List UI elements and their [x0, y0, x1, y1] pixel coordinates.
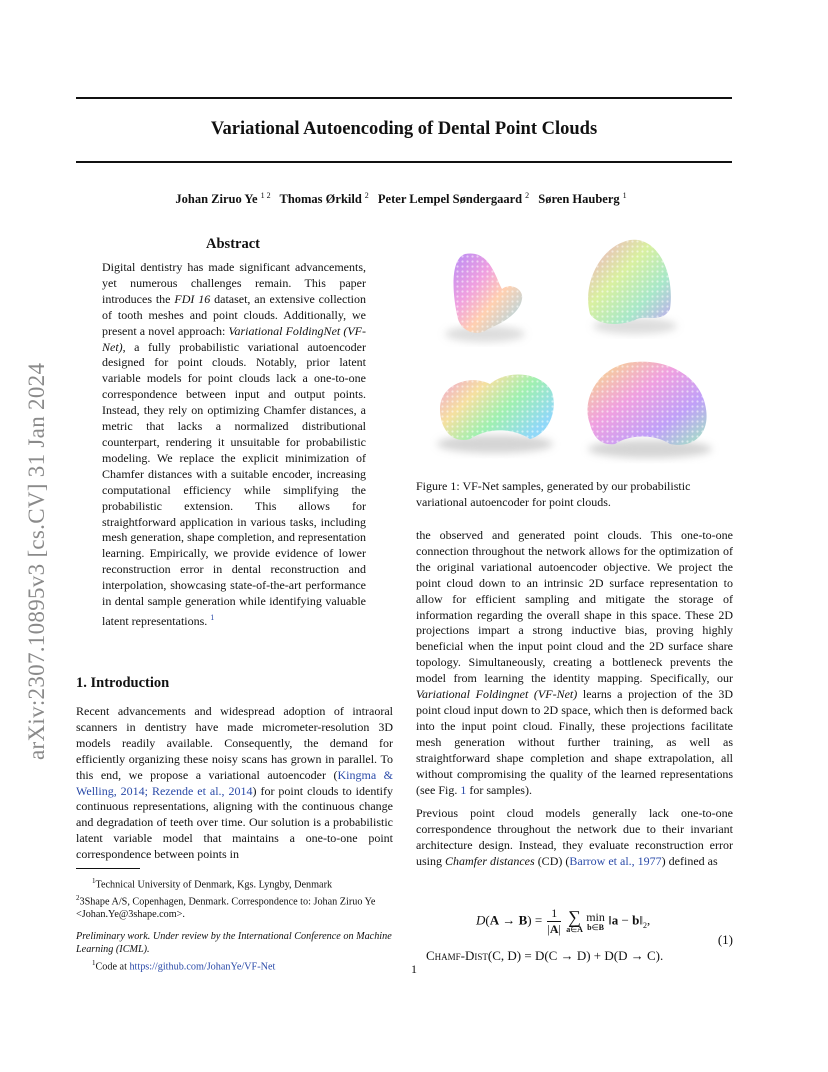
paragraph: Previous point cloud models generally lack one-to-one correspondence throughout the network due to their invariant architecture design. Instead, they evaluate reconstruction error using Chamfer distances (CD) (Barrow et al., 1977) defined as: [416, 806, 733, 869]
abstract-body: Digital dentistry has made significant advancements, yet numerous challenges remain. This paper introduces the FDI 16 dataset, an extensive collection of tooth meshes and point clouds. Additionally, we present a novel approach: Variational FoldingNet (VF-Net), a fully probabilistic variational autoencoder designed for point clouds. Notably, prior latent variable models for point clouds lack a one-to-one correspondence between input and output points. Instead, they rely on optimizing Chamfer distances, a metric that lacks a normalized distributional counterpart, rendering it unsuitable for probabilistic modeling. We replace the explicit minimization of Chamfer distances with a suitable encoder, increasing computational efficiency while simplifying the probabilistic extension. This allows for straightforward application in various tasks, including mesh generation, shape completion, and representation learning. Empirically, we provide evidence of lower reconstruction error in dental reconstruction and interpolation, showcasing state-of-the-art performance in dental sample generation while identifying valuable latent representations. $^1$: [102, 260, 366, 628]
footnote-link[interactable]: 1: [210, 612, 215, 622]
equation-line-1: D(A → B) = $\frac{1}{|A|}$ ∑ a∈A min b∈B ‖a − $b‖_2$,: [476, 906, 651, 936]
author-name: Thomas Ørkild: [279, 192, 362, 207]
affiliation-mark: 1 2: [260, 191, 271, 200]
page-number: 1: [411, 962, 417, 976]
title-bottom-rule: [76, 161, 732, 163]
paragraph: the observed and generated point clouds. This one-to-one connection throughout the network allows for the optimization of the original variational autoencoder objective. We project the point cloud down to an intrinsic 2D surface representation to allow for efficient sampling and mitigate the storage of information regarding the overall shape in this space. These 2D projections impart a strong inductive bias, proving highly beneficial when the input point cloud and the 2D surface share topology. Simultaneously, creating a bottleneck prevents the model from learning the identity mapping. Specifically, our Variational Foldingnet (VF-Net) learns a projection of the 3D point cloud input down to 2D space, which then is deformed back into the input point cloud. Finally, these projections facilitate mesh generation without further training, as well as straightforward shape completion and shape extrapolation, all without compromising the quality of the learned representations (see Fig. 1 for samples).: [416, 528, 733, 797]
affiliation-mark: 2: [364, 191, 369, 200]
code-url-link[interactable]: https://github.com/JohanYe/VF-Net: [129, 961, 276, 973]
footnote-affiliation-2: $^2$3Shape A/S, Copenhagen, Denmark. Correspondence to: Johan Ziruo Ye <Johan.Ye@3shape.com>.: [76, 894, 376, 921]
figure-ref-link[interactable]: 1: [460, 782, 467, 797]
footnote-rule: [76, 868, 140, 869]
author-name: Peter Lempel Søndergaard: [377, 192, 523, 207]
tooth-sample-3: [437, 375, 554, 453]
right-column-body: [416, 528, 733, 878]
citation-link[interactable]: Kingma & Welling, 2014; Rezende et al., 2014: [76, 767, 393, 798]
author-list: [76, 191, 732, 207]
footnotes: [76, 875, 393, 974]
footnote-code: $^1$Code at https://github.com/JohanYe/VF-Net: [92, 958, 276, 973]
introduction-body: Recent advancements and widespread adoption of intraoral scanners in dentistry have made micrometer-resolution 3D models readily available. Consequently, the demand for efficiently organizing these noisy scans has grown in parallel. To this end, we propose a variational autoencoder (Kingma & Welling, 2014; Rezende et al., 2014) for point clouds to identify continuous representations, aligning with the continuous change and degradation of teeth over time. Our solution is a probabilistic latent variable model that maintains a one-to-one point correspondence between points in: [76, 704, 393, 862]
citation-link[interactable]: Barrow et al., 1977: [569, 854, 662, 869]
footnote-affiliation-1: $^1$Technical University of Denmark, Kgs. Lyngby, Denmark: [92, 877, 333, 891]
abstract-heading: Abstract: [206, 236, 260, 252]
equation-line-2: Chamf-Dist(C, D) = D(C → D) + D(D → C).: [426, 948, 664, 963]
tooth-sample-1: [445, 253, 525, 342]
figure-caption: Figure 1: VF-Net samples, generated by our probabilistic variational autoencoder for point clouds.: [416, 479, 691, 509]
equation-number: (1): [717, 932, 733, 947]
affiliation-mark: 1: [622, 191, 627, 200]
arxiv-identifier: arXiv:2307.10895v3 [cs.CV] 31 Jan 2024: [24, 362, 49, 760]
tooth-sample-2: [588, 240, 677, 334]
tooth-sample-4: [587, 362, 712, 458]
author-name: Søren Hauberg: [538, 192, 620, 207]
author-name: Johan Ziruo Ye: [175, 192, 258, 207]
paper-title: Variational Autoencoding of Dental Point Clouds: [210, 119, 598, 139]
title-top-rule: [76, 97, 732, 99]
affiliation-mark: 2: [525, 191, 530, 200]
figure-vfnet-samples: [430, 234, 730, 464]
section-heading-introduction: 1. Introduction: [76, 675, 170, 691]
footnote-preliminary: Preliminary work. Under review by the International Conference on Machine Learning (ICML).: [76, 931, 392, 955]
